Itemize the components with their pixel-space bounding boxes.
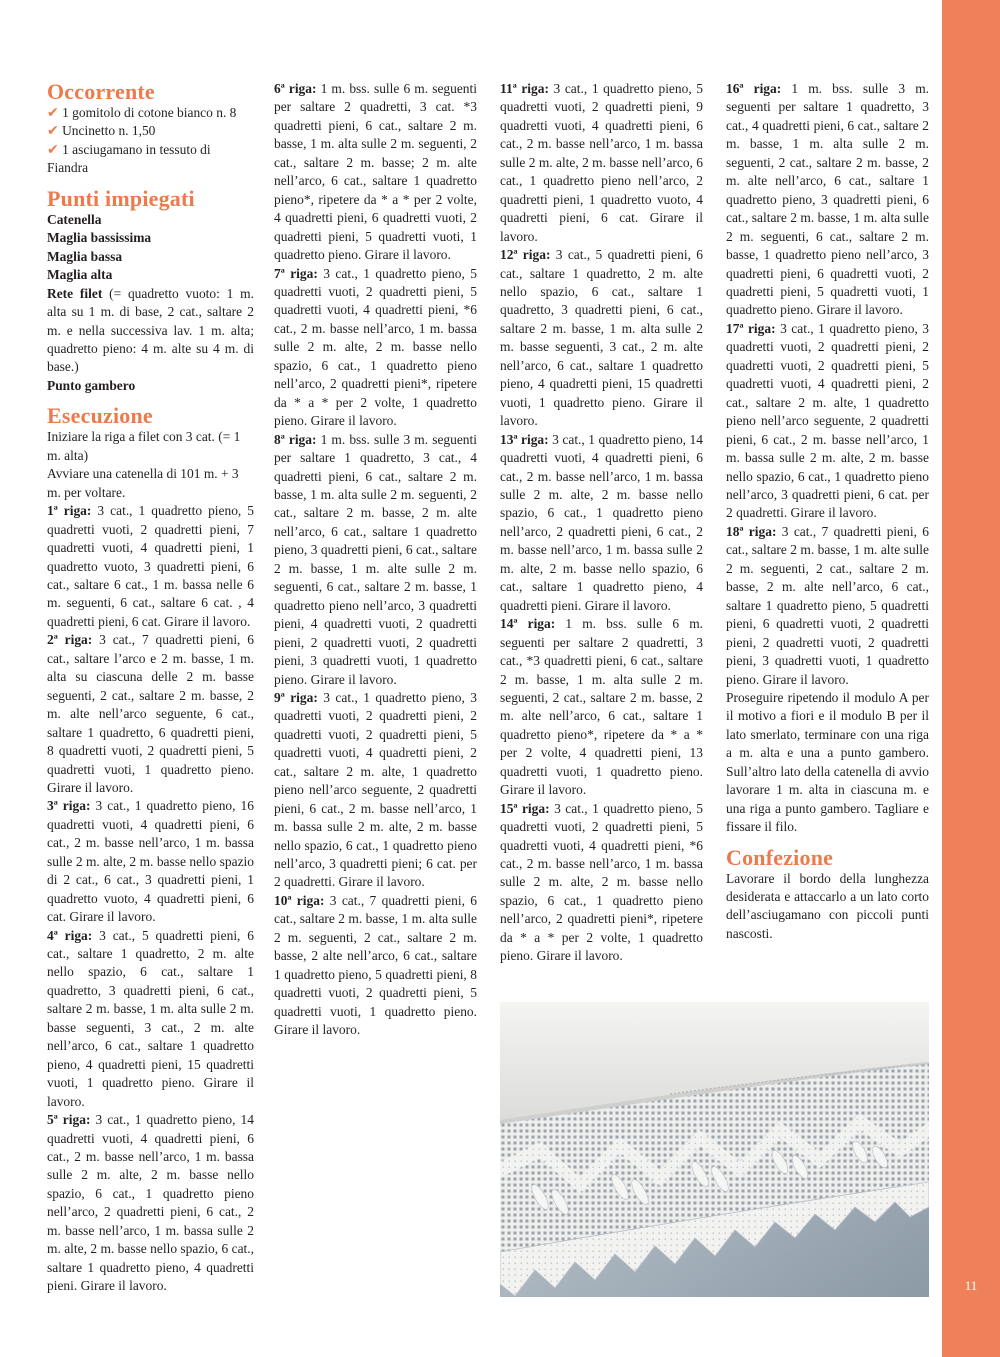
row-instruction: 12ª riga: 3 cat., 5 quadretti pieni, 6 cat., saltare 1 quadretto, 2 m. alte nello spazio, 6 cat., saltare 1 quadretto, 3 quadretti pieni, 6 cat., saltare 2 m. basse, 1 m. alta sulle 2 m. basse seguenti, 3 cat., 2 m. alte nell’arco, 6 cat., saltare 1 quadretto pieno, 4 quadretti pieni, 15 quadretti vuoti, 1 quadretto pieno. Girare il lavoro.: [500, 247, 703, 429]
closing-instruction: Proseguire ripetendo il modulo A per il motivo a fiori e il modulo B per il lato smerlato, terminare con una riga a m. alta e una a punto gambero. Sull’altro lato della catenella di avvio lavorare 1 m. alta in ciascuna m. e una riga a punto gambero. Tagliare e fissare il filo.: [726, 689, 929, 835]
column-2: [274, 80, 477, 1040]
stitch-filet: Rete filet (= quadretto vuoto: 1 m. alta su 1 m. di base, 2 cat., saltare 2 m. e nella successiva lav. 1 m. alta; quadretto pieno: 4 m. alte su 4 m. di base.): [47, 285, 254, 375]
row-instruction: 5ª riga: 3 cat., 1 quadretto pieno, 14 quadretti vuoti, 4 quadretti pieni, 6 cat., 2 m. basse nell’arco, 1 m. bassa sulle 2 m. alte, 2 m. basse nello spazio, 6 cat., 1 quadretto pieno nell’arco, 2 quadretti pieni, 6 cat., 2 m. basse nell’arco, 1 m. bassa sulle 2 m. alte, 2 m. basse nello spazio, 6 cat., saltare 1 quadretto pieno, 4 quadretti pieni. Girare il lavoro.: [47, 1112, 254, 1294]
material-item: ✔ Uncinetto n. 1,50: [47, 123, 156, 140]
checkmark-icon: ✔: [47, 123, 59, 140]
row-instruction: 13ª riga: 3 cat., 1 quadretto pieno, 14 quadretti vuoti, 4 quadretti pieni, 6 cat., 2 m. basse nell’arco, 1 m. bassa sulle 2 m. alte, 2 m. basse nello spazio, 6 cat., 1 quadretto pieno nell’arco, 2 quadretti pieni, 6 cat., 2 m. basse nell’arco, 1 m. bassa sulle 2 m. alte, 2 m. basse nello spazio, 6 cat., saltare 1 quadretto pieno, 4 quadretti pieni. Girare il lavoro.: [500, 431, 703, 613]
assembly-heading: Confezione: [726, 844, 834, 870]
execution-intro: Avviare una catenella di 101 m. + 3 m. per voltare.: [47, 466, 239, 500]
row-instruction: 9ª riga: 3 cat., 1 quadretto pieno, 3 quadretti vuoti, 2 quadretti pieni, 2 quadretti vuoti, 2 quadretti pieni, 5 quadretti vuoti, 4 quadretti pieni, 2 cat., saltare 2 m. alte, 1 quadretto pieno nell’arco seguente, 2 quadretti pieni, 6 cat., 2 m. basse nell’arco, 1 m. bassa sulle 2 m. alte, 2 m. basse nello spazio, 6 cat., 1 quadretto pieno nell’arco, 3 quadretti pieni; 6 cat. per 2 quadretti. Girare il lavoro.: [274, 689, 478, 890]
row-instruction: 8ª riga: 1 m. bss. sulle 3 m. seguenti per saltare 1 quadretto, 3 cat., 4 quadretti pieni, 6 cat., saltare 2 m. basse, 1 m. alta sulle 2 m. seguenti, 2 cat., saltare 2 m. basse, 2 m. alte nell’arco, 6 cat., saltare 1 quadretto pieno, 3 quadretti pieni, 6 cat., saltare 2 m. basse, 1 m. alte sulle 2 m. seguenti, 6 cat., saltare 2 m. basse, 1 quadretto pieno nell’arco, 3 quadretti pieni, 4 quadretti vuoti, 2 quadretti pieni, 2 quadretti vuoti, 2 quadretti pieni, 3 quadretti vuoti, 1 quadretto pieno. Girare il lavoro.: [274, 431, 477, 687]
checkmark-icon: ✔: [47, 105, 59, 121]
row-instruction: 6ª riga: 1 m. bss. sulle 6 m. seguenti per saltare 2 quadretti, 3 cat. *3 quadretti pieni, 6 cat., saltare 2 m. basse, 1 m. alta sulle 2 m. seguenti, 2 cat., saltare 2 m. basse; 2 m. alte nell’arco, 6 cat., saltare 1 quadretto pieno*, ripetere da * a * per 2 volte, 4 quadretti pieni, 6 quadretti vuoti, 2 quadretti pieni, 5 quadretti vuoti, 1 quadretto pieno. Girare il lavoro.: [274, 81, 477, 263]
execution-intro: Iniziare la riga a filet con 3 cat. (= 1 m. alta): [47, 429, 241, 463]
stitch-item: Catenella: [47, 211, 102, 227]
materials-heading: Occorrente: [47, 79, 155, 104]
row-instruction: 17ª riga: 3 cat., 1 quadretto pieno, 3 quadretti vuoti, 2 quadretti pieni, 2 quadretti vuoti, 2 quadretti pieni, 5 quadretti vuoti, 4 quadretti pieni, 2 cat., saltare 2 m. alte, 1 quadretto pieno nell’arco seguente, 2 quadretti pieni, 6 cat., 2 m. basse nell’arco, 1 m. bassa sulle 2 m. alte, 2 m. basse nello spazio, 6 cat., 1 quadretto pieno nell’arco, 3 quadretti pieni, 6 cat. per 2 quadretti. Girare il lavoro.: [726, 320, 930, 521]
page-edge-band: [942, 0, 1000, 1357]
row-instruction: 14ª riga: 1 m. bss. sulle 6 m. seguenti per saltare 2 quadretti, 3 cat., *3 quadretti pieni, 6 cat., saltare 2 m. basse, 1 m. alta sulle 2 m. seguenti, 2 cat., saltare 2 m. basse, 2 m. alte nell’arco, 6 cat., saltare 1 quadretto pieno*, ripetere da * a * per 2 volte, 4 quadretti pieni, 13 quadretti vuoti, 1 quadretto pieno. Girare il lavoro.: [500, 616, 704, 798]
column-1: [47, 80, 254, 1296]
material-item: ✔ 1 asciugamano in tessuto di Fiandra: [47, 141, 211, 176]
row-instruction: 10ª riga: 3 cat., 7 quadretti pieni, 6 cat., saltare 2 m. basse, 1 m. alta sulle 2 m. seguenti, 2 cat., saltare 2 m. basse, 2 alte nell’arco, 6 cat., saltare 1 quadretto pieno, 5 quadretti pieni, 8 quadretti vuoti, 2 quadretti pieni, 5 quadretti vuoti, 1 quadretto pieno. Girare il lavoro.: [274, 892, 477, 1038]
stitch-item: Maglia bassa: [47, 248, 123, 264]
lace-towel-photo: [500, 1002, 929, 1297]
column-3: [500, 80, 703, 966]
row-instruction: 1ª riga: 3 cat., 1 quadretto pieno, 5 quadretti vuoti, 2 quadretti pieni, 7 quadretti vuoti, 4 quadretti pieni, 1 quadretto vuoto, 3 quadretti pieni, 6 cat., saltare 6 cat., 1 m. bassa nelle 6 m. seguenti, 6 cat., saltare 6 cat. , 4 quadretti pieni, 6 cat. Girare il lavoro.: [47, 503, 255, 629]
assembly-text: Lavorare il bordo della lunghezza desiderata e attaccarlo a un lato corto dell’asciugamano con piccoli punti nascosti.: [726, 870, 929, 941]
page-number: 11: [964, 1278, 978, 1293]
row-instruction: 16ª riga: 1 m. bss. sulle 3 m. seguenti per saltare 1 quadretto, 3 cat., 4 quadretti pieni, 6 cat., saltare 2 m. basse, 1 m. alta sulle 2 m. seguenti, 2 cat., saltare 2 m. basse, 2 m. alte nell’arco, 6 cat., saltare 1 quadretto pieno, 3 quadretti pieni, 6 cat., saltare 2 m. basse, 1 m. alta sulle 2 m. seguenti, 6 cat., saltare 2 m. basse, 1 quadretto pieno nell’arco, 3 quadretti pieni, 6 quadretti vuoti, 2 quadretti pieni, 5 quadretti vuoti, 1 quadretto pieno. Girare il lavoro.: [726, 81, 930, 318]
row-instruction: 15ª riga: 3 cat., 1 quadretto pieno, 5 quadretti vuoti, 2 quadretti pieni, 5 quadretti vuoti, 4 quadretti pieni, *6 cat., 2 m. basse nell’arco, 1 m. bassa sulle 2 m. alte, 2 m. basse nello spazio, 6 cat., 1 quadretto pieno nell’arco, 2 quadretti pieni*, ripetere da * a * per 2 volte, 1 quadretto pieno. Girare il lavoro.: [500, 800, 704, 964]
material-item: ✔ 1 gomitolo di cotone bianco n. 8: [47, 105, 237, 121]
lace-edging-illustration: [500, 1002, 929, 1297]
stitch-item: Maglia bassissima: [47, 230, 152, 246]
column-4: [726, 80, 929, 943]
stitch-item: Punto gambero: [47, 377, 136, 393]
row-instruction: 7ª riga: 3 cat., 1 quadretto pieno, 5 quadretti vuoti, 2 quadretti pieni, 5 quadretti vuoti, 4 quadretti pieni, *6 cat., 2 m. basse nell’arco, 1 m. bassa sulle 2 m. alte, 2 m. basse nello spazio, 6 cat., 1 quadretto pieno nell’arco, 2 quadretti pieni*, ripetere da * a * per 2 volte, 1 quadretto pieno. Girare il lavoro.: [274, 265, 478, 429]
stitches-heading: Punti impiegati: [47, 185, 195, 211]
row-instruction: 18ª riga: 3 cat., 7 quadretti pieni, 6 cat., saltare 2 m. basse, 1 m. alte sulle 2 m. seguenti, 2 cat., saltare 2 m. basse, 2 m. alte nell’arco, 6 cat., saltare 1 quadretto pieno, 5 quadretti pieni, 6 quadretti vuoti, 2 quadretti pieni, 2 quadretti vuoti, 2 quadretti pieni, 3 quadretti vuoti, 1 quadretto pieno. Girare il lavoro.: [726, 523, 929, 687]
row-instruction: 11ª riga: 3 cat., 1 quadretto pieno, 5 quadretti vuoti, 2 quadretti pieni, 9 quadretti vuoti, 4 quadretti pieni, 6 cat., 2 m. basse nell’arco, 1 m. bassa sulle 2 m. alte, 2 m. basse nell’arco, 6 cat., 1 quadretto pieno nell’arco, 2 quadretti pieni, 1 quadretto vuoto, 4 quadretti pieni, 6 cat. Girare il lavoro.: [500, 81, 703, 244]
row-instruction: 2ª riga: 3 cat., 7 quadretti pieni, 6 cat., saltare l’arco e 2 m. basse, 1 m. alta su ciascuna delle 2 m. basse seguenti, 2 cat., saltare 2 m. basse, 2 m. alte nell’arco seguente, 6 cat., saltare 1 quadretto, 6 quadretti pieni, 8 quadretti vuoti, 2 quadretti pieni, 5 quadretti vuoti, 1 quadretto pieno. Girare il lavoro.: [47, 632, 254, 795]
checkmark-icon: ✔: [47, 141, 59, 158]
row-instruction: 4ª riga: 3 cat., 5 quadretti pieni, 6 cat., saltare 1 quadretto, 2 m. alte nello spazio, 6 cat., saltare 1 quadretto, 3 quadretti pieni, 6 cat., saltare 2 m. basse, 1 m. alta sulle 2 m. basse seguenti, 3 cat., 2 m. alte nell’arco, 6 cat., saltare 1 quadretto pieno, 4 quadretti pieni, 15 quadretti vuoti, 1 quadretto pieno. Girare il lavoro.: [47, 927, 254, 1109]
row-instruction: 3ª riga: 3 cat., 1 quadretto pieno, 16 quadretti vuoti, 4 quadretti pieni, 6 cat., 2 m. basse nell’arco, 1 m. bassa sulle 2 m. alte, 2 m. basse nello spazio di 2 cat., 6 cat., 3 quadretti pieni, 1 quadretto vuoto, 4 quadretti pieni, 6 cat. Girare il lavoro.: [47, 798, 254, 925]
execution-heading: Esecuzione: [47, 403, 153, 429]
stitch-item: Maglia alta: [47, 267, 113, 283]
